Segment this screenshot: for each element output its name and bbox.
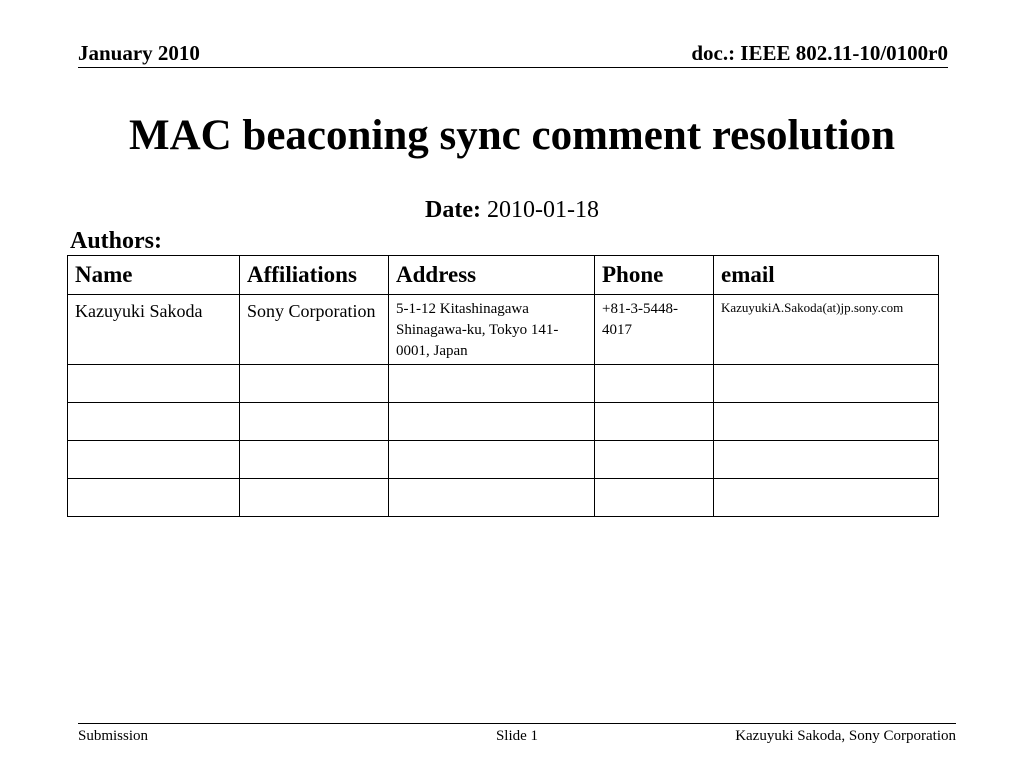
authors-table: [67, 255, 939, 517]
footer-divider: [78, 723, 956, 724]
empty-cell: [389, 479, 595, 517]
table-row-empty: [68, 403, 939, 441]
empty-cell: [389, 365, 595, 403]
empty-cell: [714, 365, 939, 403]
table-row-empty: [68, 479, 939, 517]
authors-label: Authors:: [70, 228, 163, 254]
header-date: January 2010: [78, 41, 200, 65]
author-affiliation: Sony Corporation: [240, 295, 389, 365]
header-address: Address: [389, 256, 595, 295]
table-row-empty: [68, 441, 939, 479]
empty-cell: [68, 441, 240, 479]
empty-cell: [389, 403, 595, 441]
empty-cell: [714, 479, 939, 517]
empty-cell: [68, 403, 240, 441]
empty-cell: [595, 441, 714, 479]
header-email: email: [714, 256, 939, 295]
author-email: KazuyukiA.Sakoda(at)jp.sony.com: [714, 295, 939, 365]
empty-cell: [389, 441, 595, 479]
author-address: 5-1-12 Kitashinagawa Shinagawa-ku, Tokyo 141-0001, Japan: [389, 295, 595, 365]
table-row: [68, 295, 939, 365]
table-row-empty: [68, 365, 939, 403]
footer-slide-number: Slide 1: [495, 728, 539, 744]
header-phone: Phone: [595, 256, 714, 295]
footer-submission: Submission: [78, 728, 149, 744]
date-line: [0, 197, 1024, 224]
header-divider: [78, 67, 948, 68]
empty-cell: [240, 441, 389, 479]
empty-cell: [68, 479, 240, 517]
header-doc-id: doc.: IEEE 802.11-10/0100r0: [691, 41, 948, 65]
empty-cell: [240, 365, 389, 403]
date-value: 2010-01-18: [486, 197, 599, 223]
empty-cell: [595, 479, 714, 517]
empty-cell: [595, 403, 714, 441]
empty-cell: [240, 403, 389, 441]
empty-cell: [714, 441, 939, 479]
empty-cell: [714, 403, 939, 441]
table-header-row: [68, 256, 939, 295]
header-affiliations: Affiliations: [240, 256, 389, 295]
slide-title: MAC beaconing sync comment resolution: [128, 112, 895, 159]
header-name: Name: [68, 256, 240, 295]
empty-cell: [595, 365, 714, 403]
empty-cell: [240, 479, 389, 517]
footer-author: Kazuyuki Sakoda, Sony Corporation: [735, 728, 956, 744]
author-name: Kazuyuki Sakoda: [68, 295, 240, 365]
author-phone: +81-3-5448-4017: [595, 295, 714, 365]
empty-cell: [68, 365, 240, 403]
date-label: Date:: [425, 197, 481, 223]
